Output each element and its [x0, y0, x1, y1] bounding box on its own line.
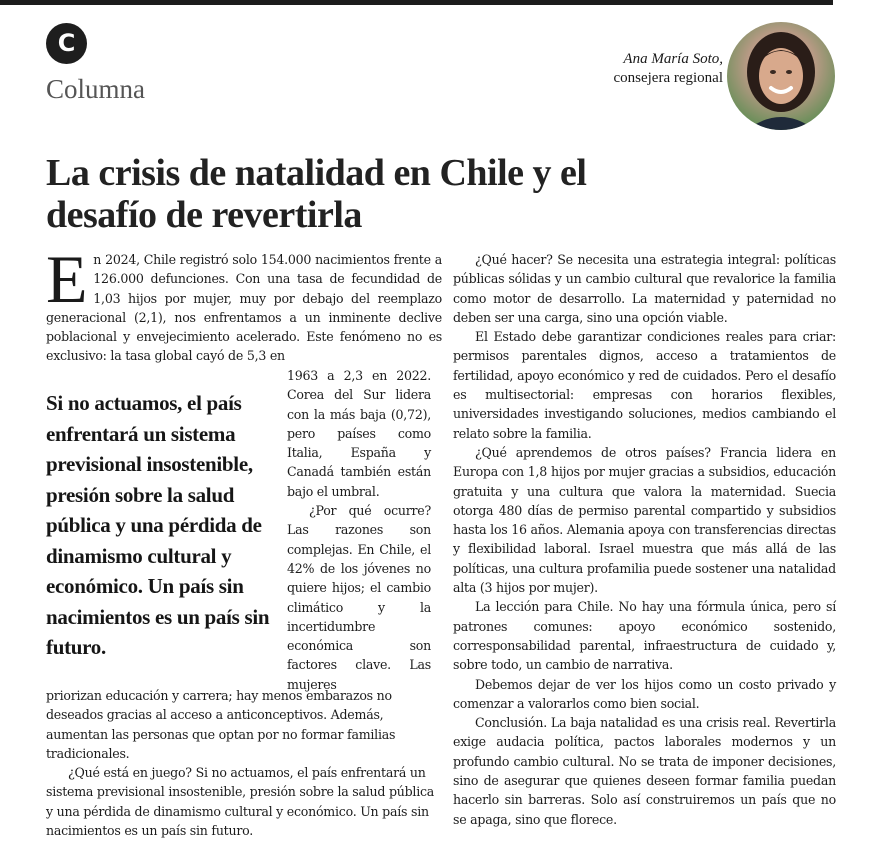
paragraph: El Estado debe garantizar condiciones reales para criar: permisos parentales dignos, acceso a tratamientos de fertilidad, apoyo económico y red de cuidados. Pero el desafío es multisectorial: empresas con horarios flexibles, universidades investigando soluciones, medios cambiando el relato sobre la familia. — [453, 329, 836, 441]
author-name: Ana María Soto, — [623, 51, 723, 67]
author-portrait-icon — [727, 22, 835, 130]
narrow-column — [287, 366, 431, 694]
section-badge: C — [46, 23, 87, 64]
author-byline — [613, 50, 723, 88]
headline: La crisis de natalidad en Chile y el desafío de revertirla — [46, 152, 587, 236]
paragraph: Conclusión. La baja natalidad es una crisis real. Revertirla exige audacia política, pactos laborales modernos y un profundo cambio cultural. No se trata de imponer decisiones, sino de asegurar que quienes deseen formar familia puedan hacerlo sin barreras. Solo así construiremos un país que no se apaga, sino que florece. — [453, 715, 836, 827]
stakes-paragraph: ¿Qué está en juego? Si no actuamos, el país enfrentará un sistema previsional insostenible, presión sobre la salud pública y una pérdida de dinamismo cultural y económico. Un país sin nacimientos es un país sin futuro. — [46, 765, 435, 839]
column-1-intro — [46, 241, 442, 366]
narrow-paragraph-1: 1963 a 2,3 en 2022. Corea del Sur lidera con la más baja (0,72), pero países como Italia, España y Canadá también están bajo el umbral. — [287, 368, 431, 499]
section-label: Columna — [46, 74, 145, 104]
continuation-paragraph: priorizan educación y carrera; hay menos embarazos no deseados gracias al acceso a anticonceptivos. Además, aumentan las personas que optan por no formar familias tradicionales. — [46, 688, 396, 761]
narrow-paragraph-2: ¿Por qué ocurre? Las razones son complejas. En Chile, el 42% de los jóvenes no quiere hijos; el cambio climático y la incertidumbre económica son factores clave. Las mujeres — [287, 503, 431, 692]
column-2 — [453, 250, 836, 829]
author-role: consejera regional — [613, 70, 723, 86]
paragraph: La lección para Chile. No hay una fórmula única, pero sí patrones comunes: apoyo económico sostenido, corresponsabilidad parental, infraestructura de cuidado y, sobre todo, un cambio de narrativa. — [453, 599, 836, 673]
column-1-bottom — [46, 686, 442, 840]
intro-paragraph: n 2024, Chile registró solo 154.000 nacimientos frente a 126.000 defunciones. Con una tasa de fecundidad de 1,03 hijos por mujer, muy por debajo del reemplazo generacional (2,1), nos enfrentamos a un inminente declive poblacional y envejecimiento acelerado. Este fenómeno no es exclusivo: la tasa global cayó de 5,3 en — [46, 252, 442, 364]
author-avatar — [727, 22, 835, 130]
pull-quote: Si no actuamos, el país enfrentará un sistema previsional insostenible, presión sobre la salud pública y una pérdida de dinamismo cultural y económico. Un país sin nacimientos es un país sin futuro. — [46, 391, 270, 659]
top-rule — [0, 0, 833, 5]
paragraph: ¿Qué hacer? Se necesita una estrategia integral: políticas públicas sólidas y un cambio cultural que revalorice la familia como motor de desarrollo. La maternidad y paternidad no deben ser una carga, sino una opción viable. — [453, 252, 836, 325]
dropcap: E — [46, 241, 88, 317]
paragraph: ¿Qué aprendemos de otros países? Francia lidera en Europa con 1,8 hijos por mujer gracias a subsidios, educación gratuita y una cultura que valora la maternidad. Suecia otorga 480 días de permiso parental compartido y subsidios hasta los 16 años. Alemania apoya con transferencias directas y flexibilidad laboral. Israel muestra que más allá de las políticas, una cultura profamilia puede sostener una natalidad alta (3 hijos por mujer). — [453, 444, 836, 596]
paragraph: Debemos dejar de ver los hijos como un costo privado y comenzar a valorarlos como bien social. — [453, 676, 836, 711]
